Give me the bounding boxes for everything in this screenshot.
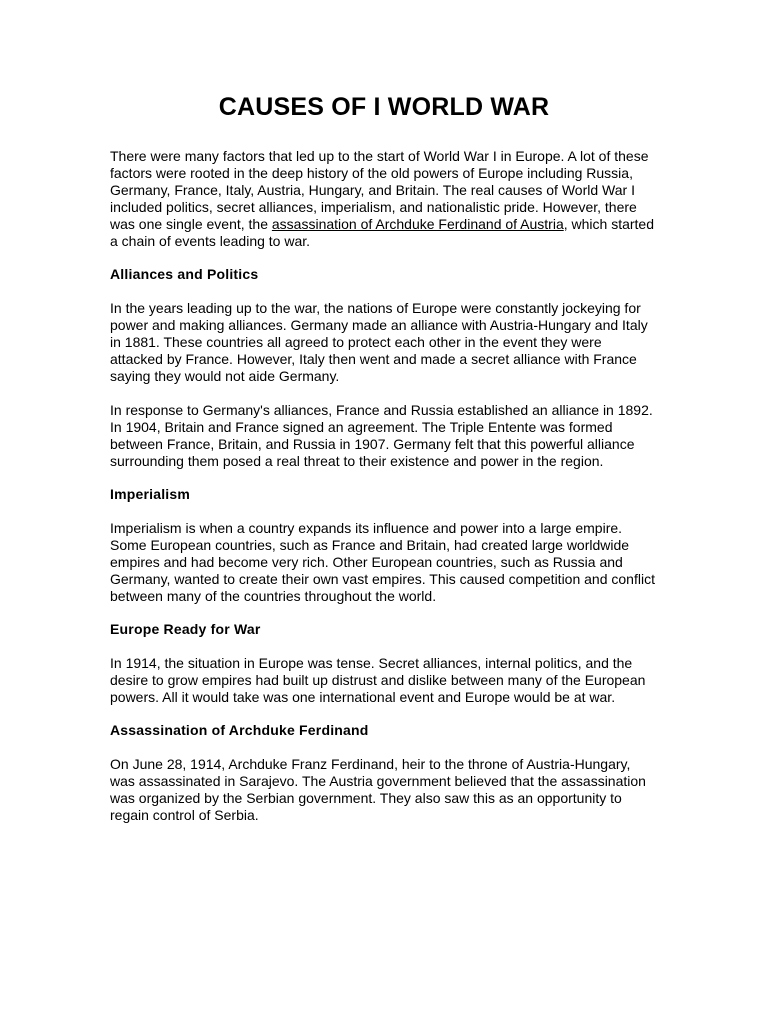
document-page <box>110 92 658 824</box>
assassination-link[interactable]: assassination of Archduke Ferdinand of Austria <box>271 216 564 232</box>
section-heading-assassination: Assassination of Archduke Ferdinand <box>110 722 369 738</box>
section-heading-imperialism: Imperialism <box>110 486 191 502</box>
imperialism-paragraph: Imperialism is when a country expands its influence and power into a large empire. Some European countries, such as France and Britain, had created large worldwide empires and had become very rich. Other European countries, such as Russia and Germany, wanted to create their own vast empires. This caused competition and conflict between many of the countries throughout the world. <box>110 520 655 604</box>
intro-text-before-link: There were many factors that led up to the start of World War I in Europe. A lot of these factors were rooted in the deep history of the old powers of Europe including Russia, Germany, France, Italy, Austria, Hungary, and Britain. The real causes of World War I included politics, secret alliances, imperialism, and nationalistic pride. However, there was one single event, the <box>110 148 649 232</box>
alliances-paragraph-2: In response to Germany's alliances, France and Russia established an alliance in 1892. In 1904, Britain and France signed an agreement. The Triple Entente was formed between France, Britain, and Russia in 1907. Germany felt that this powerful alliance surrounding them posed a real threat to their existence and power in the region. <box>110 402 653 469</box>
assassination-paragraph: On June 28, 1914, Archduke Franz Ferdinand, heir to the throne of Austria-Hungary, was assassinated in Sarajevo. The Austria government believed that the assassination was organized by the Serbian government. They also saw this as an opportunity to regain control of Serbia. <box>110 756 646 823</box>
intro-paragraph <box>110 148 658 250</box>
europe-ready-paragraph: In 1914, the situation in Europe was tense. Secret alliances, internal politics, and the desire to grow empires had built up distrust and dislike between many of the European powers. All it would take was one international event and Europe would be at war. <box>110 655 646 705</box>
section-heading-alliances: Alliances and Politics <box>110 266 259 282</box>
document-title: CAUSES OF I WORLD WAR <box>218 93 550 121</box>
alliances-paragraph-1: In the years leading up to the war, the nations of Europe were constantly jockeying for power and making alliances. Germany made an alliance with Austria-Hungary and Italy in 1881. These countries all agreed to protect each other in the event they were attacked by France. However, Italy then went and made a secret alliance with France saying they would not aide Germany. <box>110 300 648 384</box>
section-heading-europe-ready: Europe Ready for War <box>110 621 261 637</box>
intro-text-after-link: , which started a chain of events leading to war. <box>110 216 654 249</box>
